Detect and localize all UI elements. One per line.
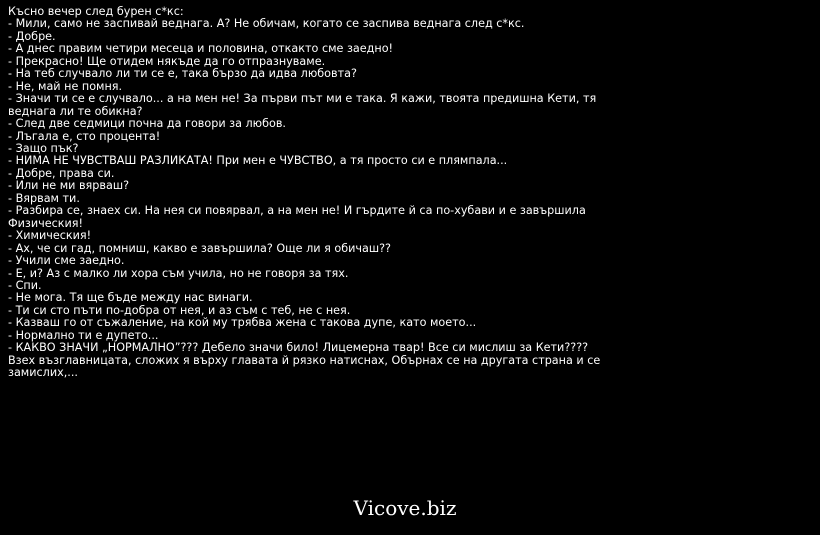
story-line: - Прекрасно! Ще отидем някъде да го отпразнуваме. (8, 54, 326, 68)
site-watermark: Vicove.biz (353, 496, 457, 520)
story-line: - КАКВО ЗНАЧИ „НОРМАЛНО”??? Дебело значи било! Лицемерна твар! Все си мислиш за Кети???? (8, 341, 589, 355)
story-line: - Не, май не помня. (8, 79, 123, 93)
story-line: - НИМА НЕ ЧУВСТВАШ РАЗЛИКАТА! При мен е ЧУВСТВО, а тя просто си е плямпала... (8, 154, 508, 168)
story-line: - На теб случвало ли ти се е, така бързо да идва любовта? (8, 67, 357, 81)
story-line: - Или не ми вярваш? (8, 179, 130, 193)
story-line: - Лъгала е, сто процента! (8, 129, 161, 143)
story-line: - Казваш го от съжаление, на кой му трябва жена с такова дупе, като моето... (8, 316, 477, 330)
story-line: Взех възглавницата, сложих я върху главата й рязко натиснах, Обърнах се на другата страна и се замислих,... (8, 353, 601, 380)
story-line: - Разбира се, знаех си. На нея си повярвал, а на мен не! И гърдите й са по-хубави и е завършила Физическия! (8, 204, 586, 230)
story-line: - Е, и? Аз с малко ли хора съм учила, но не говоря за тях. (8, 266, 349, 280)
story-line: Късно вечер след бурен с*кс: (8, 5, 184, 18)
story-line: - Вярвам ти. (8, 191, 80, 205)
story-line: - Значи ти се е случвало... а на мен не! За първи път ми е така. Я кажи, твоята предишна Кети, тя веднага ли те обикна? (8, 92, 597, 118)
story-line: - Ти си сто пъти по-добра от нея, и аз съм с теб, не с нея. (8, 303, 351, 317)
story-line: - Добре. (8, 29, 56, 43)
story-line: - Нормално ти е дупето... (8, 328, 159, 342)
story-line: - След две седмици почна да говори за любов. (8, 117, 286, 131)
story-line: - Не мога. Тя ще бъде между нас винаги. (8, 291, 253, 305)
story-line: - А днес правим четири месеца и половина, откакто сме заедно! (8, 42, 394, 56)
story-line: - Химическия! (8, 229, 92, 243)
story-text (8, 6, 608, 380)
story-line: - Защо пък? (8, 141, 79, 155)
story-line: - Мили, само не заспивай веднага. А? Не обичам, когато се заспива веднага след с*кс. (8, 17, 525, 31)
story-line: - Добре, права си. (8, 166, 115, 180)
story-line: - Спи. (8, 278, 42, 292)
story-line: - Учили сме заедно. (8, 254, 125, 268)
story-line: - Ах, че си гад, помниш, какво е завършила? Още ли я обичаш?? (8, 241, 391, 255)
